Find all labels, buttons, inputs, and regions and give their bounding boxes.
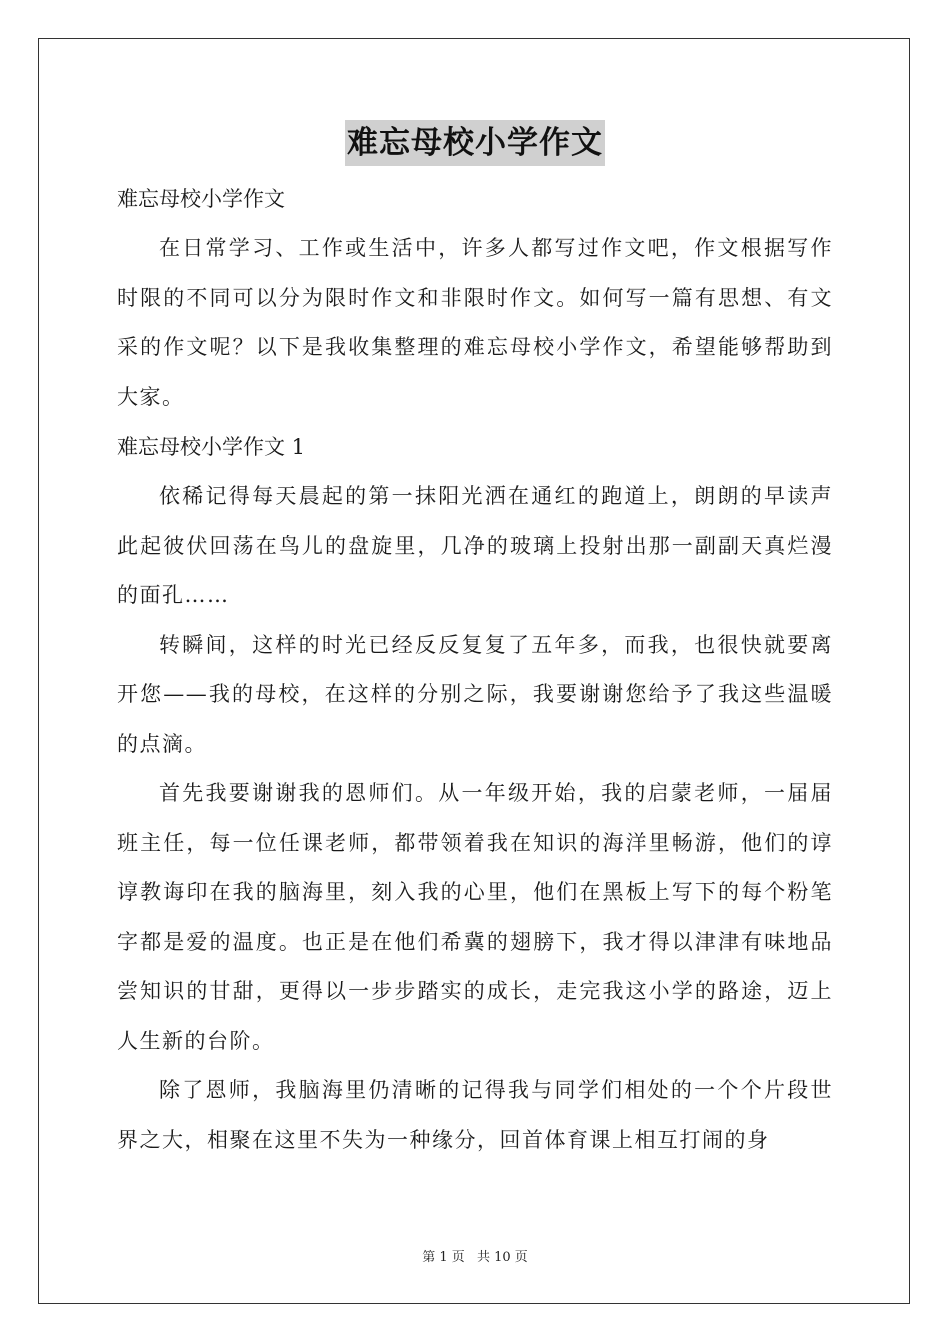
intro-paragraph: 在日常学习、工作或生活中，许多人都写过作文吧，作文根据写作时限的不同可以分为限时作文和非限时作文。如何写一篇有思想、有文采的作文呢？以下是我收集整理的难忘母校小学作文，希望能够帮助到大家。: [117, 236, 833, 409]
body-paragraph-2: 转瞬间，这样的时光已经反反复复了五年多，而我，也很快就要离开您——我的母校，在这样的分别之际，我要谢谢您给予了我这些温暖的点滴。: [117, 632, 833, 756]
document-subtitle: 难忘母校小学作文: [117, 187, 285, 211]
document-title: 难忘母校小学作文: [345, 120, 605, 166]
page-total: 共 10 页: [476, 1250, 528, 1265]
title-wrap: [117, 120, 833, 170]
page-number: 第 1 页: [422, 1250, 465, 1265]
document-body: [117, 120, 833, 1165]
page-footer: [0, 1246, 950, 1265]
body-paragraph-3: 首先我要谢谢我的恩师们。从一年级开始，我的启蒙老师，一届届班主任，每一位任课老师，都带领着我在知识的海洋里畅游，他们的谆谆教诲印在我的脑海里，刻入我的心里，他们在黑板上写下的每个粉笔字都是爱的温度。也正是在他们希冀的翅膀下，我才得以津津有味地品尝知识的甘甜，更得以一步步踏实的成长，走完我这小学的路途，迈上人生新的台阶。: [117, 781, 833, 1053]
section-heading: 难忘母校小学作文 1: [117, 435, 306, 459]
body-paragraph-4: 除了恩师，我脑海里仍清晰的记得我与同学们相处的一个个片段世界之大，相聚在这里不失为一种缘分，回首体育课上相互打闹的身: [117, 1078, 833, 1152]
body-paragraph-1: 依稀记得每天晨起的第一抹阳光洒在通红的跑道上，朗朗的早读声此起彼伏回荡在鸟儿的盘旋里，几净的玻璃上投射出那一副副天真烂漫的面孔……: [117, 484, 833, 607]
